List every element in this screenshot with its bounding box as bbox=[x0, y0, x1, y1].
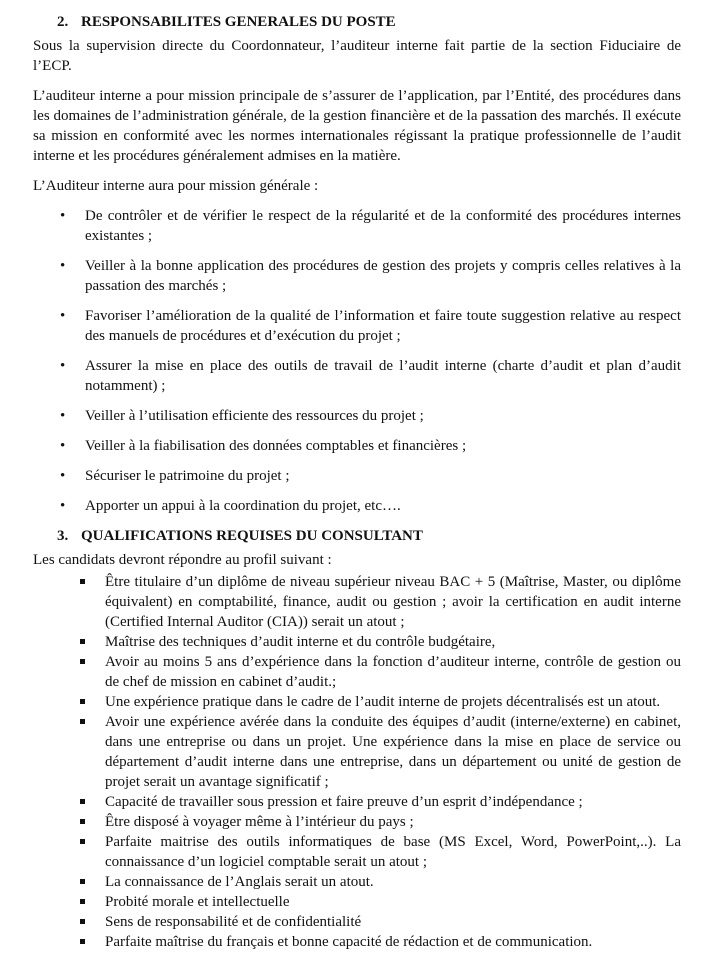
qualification-item: Être titulaire d’un diplôme de niveau supérieur niveau BAC + 5 (Maîtrise, Master, ou diplôme équivalent) en comptabilité, finance, audit ou gestion ; avoir la certification en audit interne (Certified Internal Auditor (CIA)) serait un atout ; bbox=[33, 572, 681, 632]
qualification-item: Une expérience pratique dans le cadre de l’audit interne de projets décentralisés est un atout. bbox=[33, 692, 681, 712]
mission-bullet: • Veiller à la bonne application des procédures de gestion des projets y compris celles relatives à la passation des marchés ; bbox=[33, 256, 681, 296]
section-2-heading bbox=[33, 12, 681, 32]
mission-bullet: • Favoriser l’amélioration de la qualité de l’information et faire toute suggestion relative au respect des manuels de procédures et d’exécution du projet ; bbox=[33, 306, 681, 346]
section-2-number: 2. bbox=[57, 14, 69, 30]
qualification-list bbox=[33, 572, 681, 952]
section-3-number: 3. bbox=[57, 528, 69, 544]
mission-bullet-list bbox=[33, 206, 681, 516]
qualification-item: La connaissance de l’Anglais serait un atout. bbox=[33, 872, 681, 892]
qualification-item: Avoir une expérience avérée dans la conduite des équipes d’audit (interne/externe) en cabinet, dans une entreprise ou dans un projet. Une expérience dans la mise en place de service ou département d’audit interne dans une entreprise, dans un département ou unité de gestion de projet serait un avantage significatif ; bbox=[33, 712, 681, 792]
mission-bullet: • Apporter un appui à la coordination du projet, etc…. bbox=[33, 496, 681, 516]
mission-bullet: • Sécuriser le patrimoine du projet ; bbox=[33, 466, 681, 486]
section-2-paragraph-2: L’auditeur interne a pour mission principale de s’assurer de l’application, par l’Entité, des procédures dans les domaines de l’administration générale, de la gestion financière et de la passation des marchés. Il exécute sa mission en conformité avec les normes internationales régissant la pratique professionnelle de l’audit interne et les procédures généralement admises en la matière. bbox=[33, 88, 681, 164]
mission-bullet: • Veiller à l’utilisation efficiente des ressources du projet ; bbox=[33, 406, 681, 426]
section-2-paragraph-1: Sous la supervision directe du Coordonnateur, l’auditeur interne fait partie de la section Fiduciaire de l’ECP. bbox=[33, 38, 681, 74]
qualification-item: Capacité de travailler sous pression et faire preuve d’un esprit d’indépendance ; bbox=[33, 792, 681, 812]
qualification-item: Être disposé à voyager même à l’intérieur du pays ; bbox=[33, 812, 681, 832]
qualification-item: Maîtrise des techniques d’audit interne et du contrôle budgétaire, bbox=[33, 632, 681, 652]
mission-bullet: • Veiller à la fiabilisation des données comptables et financières ; bbox=[33, 436, 681, 456]
qualification-item: Avoir au moins 5 ans d’expérience dans la fonction d’auditeur interne, contrôle de gestion ou de chef de mission en cabinet d’audit.; bbox=[33, 652, 681, 692]
mission-bullet: • De contrôler et de vérifier le respect de la régularité et de la conformité des procédures internes existantes ; bbox=[33, 206, 681, 246]
section-3-intro: Les candidats devront répondre au profil suivant : bbox=[33, 552, 332, 568]
section-3-title: QUALIFICATIONS REQUISES DU CONSULTANT bbox=[81, 528, 423, 544]
qualification-item: Parfaite maitrise des outils informatiques de base (MS Excel, Word, PowerPoint,..). La connaissance d’un logiciel comptable serait un atout ; bbox=[33, 832, 681, 872]
section-3-heading bbox=[33, 526, 681, 546]
qualification-item: Probité morale et intellectuelle bbox=[33, 892, 681, 912]
mission-bullet: • Assurer la mise en place des outils de travail de l’audit interne (charte d’audit et plan d’audit notamment) ; bbox=[33, 356, 681, 396]
section-2-title: RESPONSABILITES GENERALES DU POSTE bbox=[81, 14, 396, 30]
section-2-paragraph-3: L’Auditeur interne aura pour mission générale : bbox=[33, 178, 319, 194]
qualification-item: Parfaite maîtrise du français et bonne capacité de rédaction et de communication. bbox=[33, 932, 681, 952]
qualification-item: Sens de responsabilité et de confidentialité bbox=[33, 912, 681, 932]
